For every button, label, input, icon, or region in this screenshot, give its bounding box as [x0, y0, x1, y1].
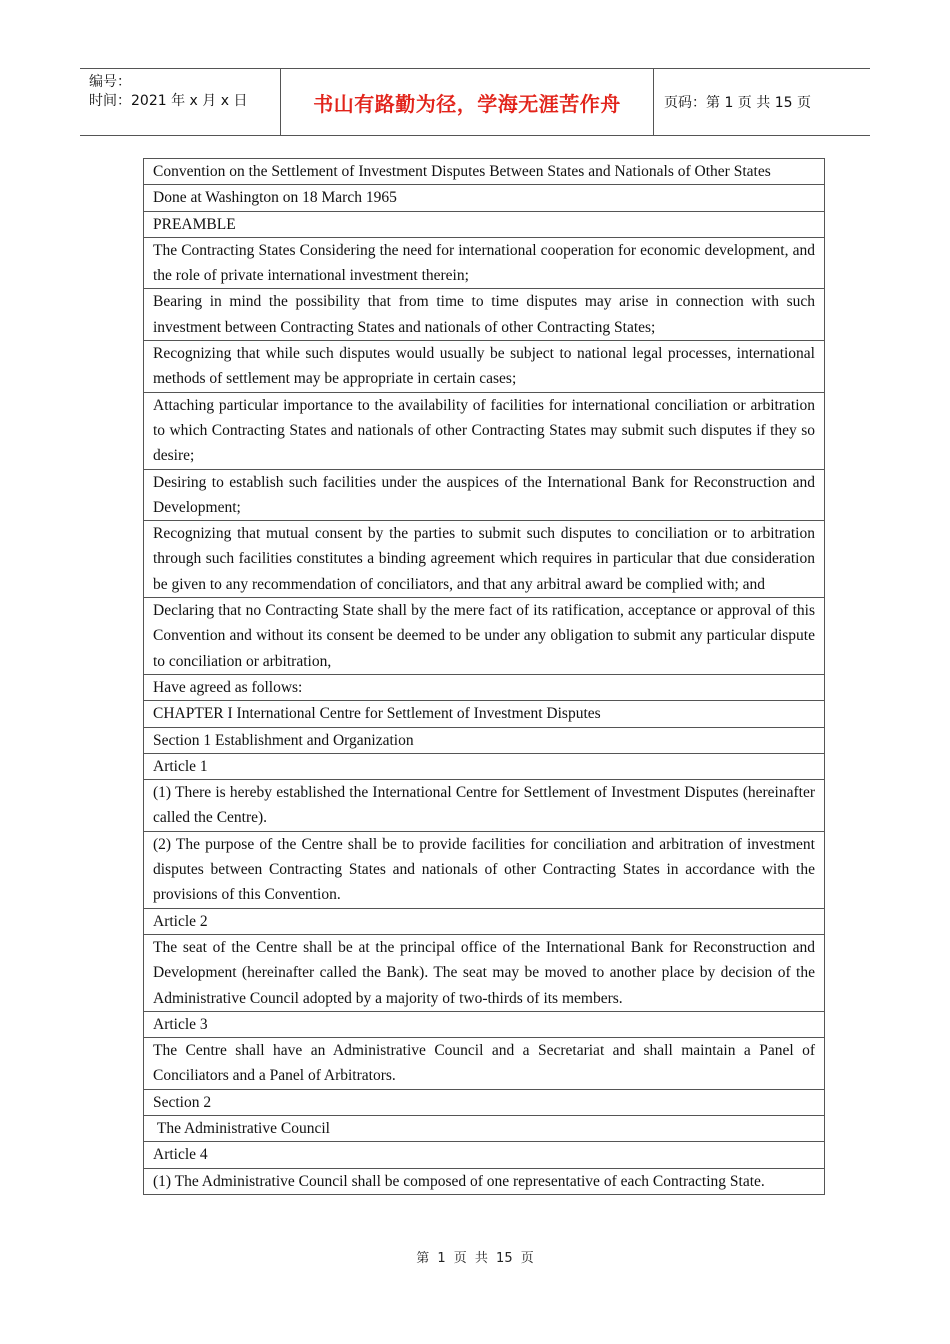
table-row: [144, 727, 825, 753]
table-cell: Section 1 Establishment and Organization: [144, 727, 825, 753]
header-meta: [80, 69, 281, 135]
table-row: [144, 753, 825, 779]
table-cell: Desiring to establish such facilities under the auspices of the International Bank for Reconstruction and Development;: [144, 469, 825, 521]
convention-text-table: [143, 158, 825, 1195]
table-cell: Bearing in mind the possibility that from time to time disputes may arise in connection with such investment between Contracting States and nationals of other Contracting States;: [144, 289, 825, 341]
table-row: [144, 237, 825, 289]
table-cell: Convention on the Settlement of Investment Disputes Between States and Nationals of Other States: [144, 159, 825, 185]
table-cell: Article 1: [144, 753, 825, 779]
table-cell: Have agreed as follows:: [144, 674, 825, 700]
table-cell: (1) There is hereby established the International Centre for Settlement of Investment Disputes (hereinafter called the Centre).: [144, 780, 825, 832]
table-cell: The Contracting States Considering the need for international cooperation for economic development, and the role of private international investment therein;: [144, 237, 825, 289]
table-cell: Recognizing that mutual consent by the parties to submit such disputes to conciliation or to arbitration through such facilities constitutes a binding agreement which requires in particular that due consideration be given to any recommendation of conciliators, and that any arbitral award be complied with; and: [144, 521, 825, 598]
table-row: [144, 159, 825, 185]
table-row: [144, 392, 825, 469]
table-row: [144, 1115, 825, 1141]
table-cell: Attaching particular importance to the availability of facilities for international conciliation or arbitration to which Contracting States and nationals of other Contracting States may submit such disputes if they so desire;: [144, 392, 825, 469]
page-footer: 第 1 页 共 15 页: [416, 1251, 534, 1266]
table-row: [144, 211, 825, 237]
table-row: [144, 185, 825, 211]
table-row: [144, 1038, 825, 1090]
table-cell: Declaring that no Contracting State shall by the mere fact of its ratification, acceptance or approval of this Convention and without its consent be deemed to be under any obligation to submit any particular dispute to conciliation or arbitration,: [144, 598, 825, 675]
table-cell: CHAPTER I International Centre for Settlement of Investment Disputes: [144, 701, 825, 727]
table-row: [144, 1142, 825, 1168]
document-number-label: 编号：: [89, 74, 131, 90]
table-row: [144, 674, 825, 700]
table-cell: PREAMBLE: [144, 211, 825, 237]
table-cell: (2) The purpose of the Centre shall be to provide facilities for conciliation and arbitration of investment disputes between Contracting States and nationals of other Contracting States in accordance with the provisions of this Convention.: [144, 831, 825, 908]
table-row: [144, 521, 825, 598]
table-cell: The Administrative Council: [144, 1115, 825, 1141]
table-row: [144, 1089, 825, 1115]
table-row: [144, 1011, 825, 1037]
header-motto-cell: [281, 69, 654, 135]
table-cell: Done at Washington on 18 March 1965: [144, 185, 825, 211]
table-cell: Section 2: [144, 1089, 825, 1115]
table-row: [144, 908, 825, 934]
table-row: [144, 598, 825, 675]
header-motto: 书山有路勤为径，学海无涯苦作舟: [313, 91, 621, 116]
table-cell: Article 3: [144, 1011, 825, 1037]
table-cell: Article 2: [144, 908, 825, 934]
table-cell: (1) The Administrative Council shall be composed of one representative of each Contracting State.: [144, 1168, 825, 1194]
table-row: [144, 701, 825, 727]
table-cell: The Centre shall have an Administrative Council and a Secretariat and shall maintain a Panel of Conciliators and a Panel of Arbitrators.: [144, 1038, 825, 1090]
table-row: [144, 831, 825, 908]
document-date-label: 时间：2021 年 x 月 x 日: [89, 93, 248, 109]
table-row: [144, 469, 825, 521]
table-row: [144, 934, 825, 1011]
table-cell: The seat of the Centre shall be at the principal office of the International Bank for Reconstruction and Development (hereinafter called the Bank). The seat may be moved to another place by decision of the Administrative Council adopted by a majority of two-thirds of its members.: [144, 934, 825, 1011]
table-cell: Recognizing that while such disputes would usually be subject to national legal processes, international methods of settlement may be appropriate in certain cases;: [144, 341, 825, 393]
header-page-info: 页码：第 1 页 共 15 页: [664, 95, 811, 111]
table-row: [144, 780, 825, 832]
table-row: [144, 289, 825, 341]
page-header: [80, 68, 870, 136]
table-row: [144, 1168, 825, 1194]
table-row: [144, 341, 825, 393]
table-cell: Article 4: [144, 1142, 825, 1168]
